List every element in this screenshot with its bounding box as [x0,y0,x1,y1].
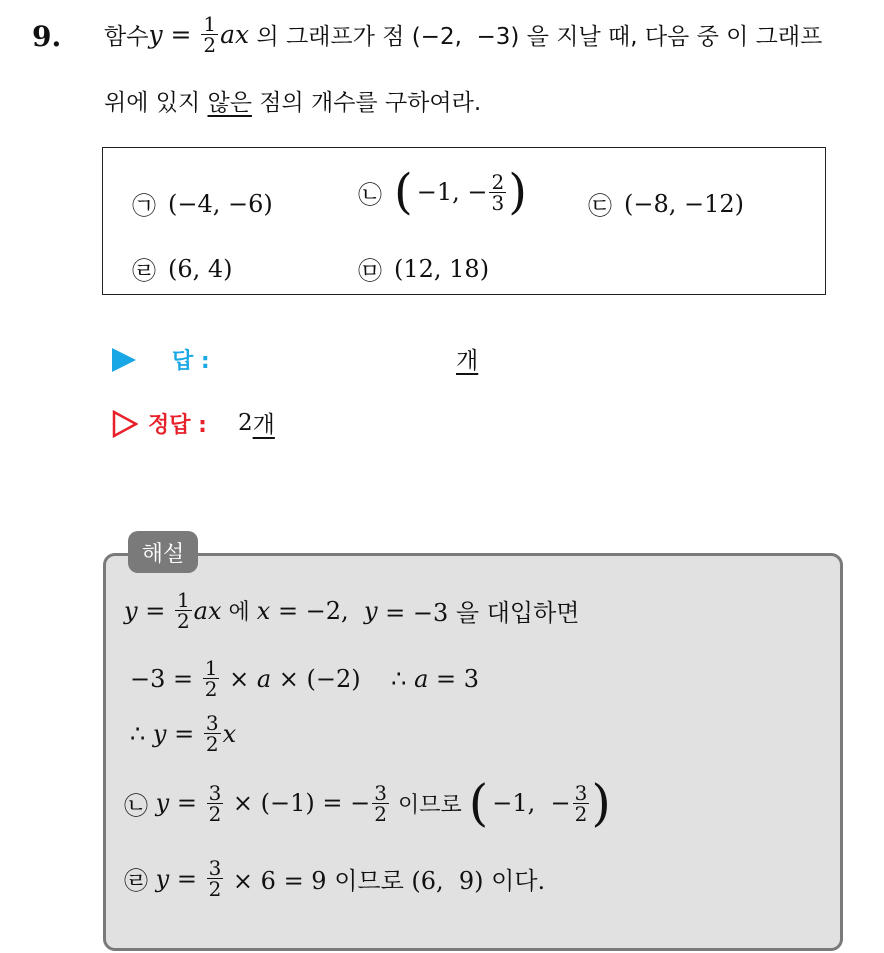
fraction-denominator: 2 [208,877,222,901]
var-y: y [152,719,167,748]
fraction-denominator: 2 [204,677,218,701]
choice-text: (12, 18) [394,254,490,283]
var-y: y [148,864,170,893]
choice-mark: ㉣ [132,257,156,285]
choice-1 [132,186,273,221]
var-a: a [256,664,272,693]
fraction-denominator: 2 [176,609,190,633]
choice-mark: ㉢ [588,192,612,220]
fraction-denominator: 2 [205,732,219,756]
paren-right: ) [508,164,527,220]
underlined-word: 않은 [207,90,252,116]
explanation-text: ∴ [130,719,153,748]
var-x: x [222,719,237,748]
question-text: 점의 개수를 구하여라. [251,90,482,116]
explanation-mark: ㉣ [124,867,148,895]
fraction-numerator: 1 [203,12,217,36]
fraction-numerator: 3 [374,780,387,805]
fraction-half [201,14,218,55]
explanation-text: × [221,664,257,693]
fraction-numerator: 3 [208,780,222,805]
explanation-mark: ㉡ [124,791,148,820]
fraction-numerator: 1 [176,588,190,612]
fraction-numerator: 1 [204,656,218,680]
fraction [372,780,389,826]
fraction-denominator: 2 [574,801,588,826]
equals: = [169,864,205,893]
correct-answer-value: 2 [238,409,253,436]
paren-left: ( [394,164,413,220]
correct-answer [238,406,275,439]
equals: = [169,789,205,817]
fraction-numerator: 3 [208,856,222,880]
fraction-numerator: 3 [574,780,588,805]
fraction [573,780,590,826]
choice-text: (−8, −12) [624,189,745,218]
fraction-numerator: 3 [205,711,219,735]
answer-unit [456,342,478,375]
fraction-numerator: 2 [491,169,505,194]
fraction [489,169,506,215]
choice-mark: ㉠ [132,192,156,220]
fraction [207,858,224,899]
choice-mark: ㉡ [358,180,382,209]
var-y: y [124,596,138,625]
explanation-text: 에 [221,600,257,625]
explanation-tag: 해설 [128,531,198,573]
fraction [175,590,192,631]
choice-5 [358,251,489,286]
question-text: 의 그래프가 점 (−2, −3) 을 지날 때, 다음 중 이 그래프 [249,24,823,50]
paren-right: ) [591,774,611,832]
var-ax: ax [193,596,222,625]
fraction-denominator: 2 [374,801,387,826]
var-a: a [414,664,429,693]
explanation-text: × (−2) ∴ [271,664,415,693]
var-y: y [148,789,170,817]
question-line-2 [104,84,481,117]
explanation-text: −3 = [130,664,201,693]
fraction [204,713,221,754]
explanation-text: 이므로 [390,792,469,818]
choice-text: −1, − [416,178,488,206]
explanation-text: = 3 [428,664,480,693]
correct-answer-unit: 개 [252,412,275,438]
var-y: y [148,20,163,49]
answer-label: 답 : [172,349,210,374]
paren-left: ( [468,774,489,832]
choice-4 [132,251,233,286]
explanation-text: −1, − [492,789,571,817]
explanation-line-1 [124,590,579,631]
choice-text: (6, 4) [168,254,233,283]
explanation-line-5 [124,858,545,899]
var-y: y [363,596,378,625]
correct-answer-label: 정답 : [148,413,207,438]
fraction [203,658,220,699]
equals: = [166,719,202,748]
fraction-denominator: 2 [208,801,222,826]
explanation-line-3 [130,713,236,754]
answer-unit-text: 개 [456,348,479,374]
var-ax: ax [220,20,250,49]
fraction [207,780,224,826]
choice-3 [588,186,744,221]
question-line-1 [104,14,822,55]
explanation-line-4 [124,774,611,832]
choice-text: (−4, −6) [168,189,273,218]
answer-arrow-icon [112,348,136,372]
choice-mark: ㉤ [358,257,382,285]
equals: = [162,20,200,49]
var-x: x [256,596,271,625]
explanation-line-2 [130,658,479,699]
choice-2 [358,164,527,220]
equals: = [137,596,173,625]
question-number: 9. [32,20,62,53]
fraction-denominator: 2 [203,33,217,57]
explanation-text: × (−1) = − [225,789,371,817]
fraction-denominator: 3 [491,190,505,215]
question-text: 함수 [104,24,149,50]
question-text: 위에 있지 [104,90,208,116]
correct-arrow-icon [112,410,138,438]
explanation-text: × 6 = 9 이므로 (6, 9) 이다. [225,867,546,895]
explanation-text: = −2, [270,596,364,625]
explanation-text: = −3 을 대입하면 [377,599,580,627]
